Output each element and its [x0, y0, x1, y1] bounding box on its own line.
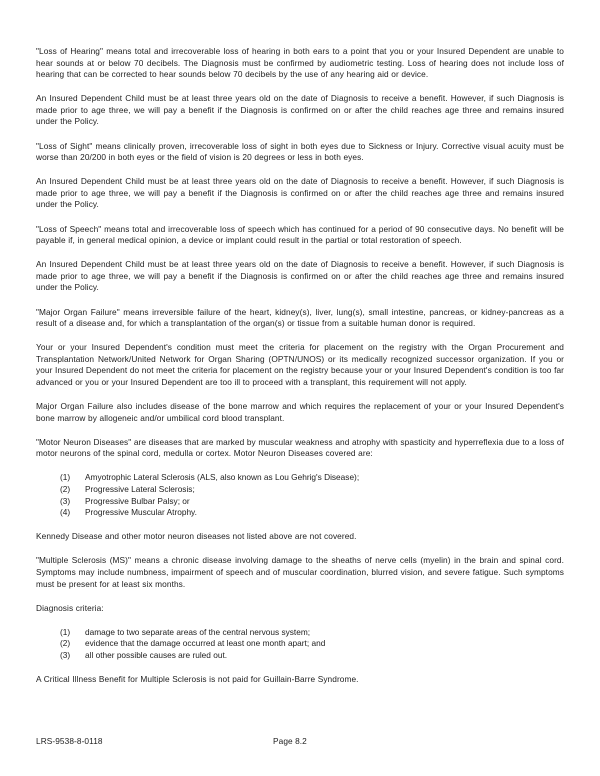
list-item-label: damage to two separate areas of the central nervous system; [85, 626, 311, 637]
list-item-label: all other possible causes are ruled out. [85, 649, 228, 660]
paragraph-dependent-child-age-sight: An Insured Dependent Child must be at least three years old on the date of Diagnosis to receive a benefit. However, if such Diagnosis is made prior to age three, we will pay a benefit if the Diagnosis is confirmed on or after the child reaches age three and remains insured under the Policy. [36, 176, 564, 210]
paragraph-kennedy-disease-exclusion: Kennedy Disease and other motor neuron diseases not listed above are not covered. [36, 531, 357, 542]
paragraph-multiple-sclerosis: "Multiple Sclerosis (MS)" means a chronic disease involving damage to the sheaths of nerve cells (myelin) in the brain and spinal cord. Symptoms may include numbness, impairment of speech and of muscular coordination, blurred vision, and severe fatigue. Such symptoms must be present for at least six months. [36, 555, 564, 589]
list-item-label: Progressive Bulbar Palsy; or [85, 495, 190, 506]
list-item [36, 472, 564, 484]
list-item-label: Progressive Lateral Sclerosis; [85, 484, 195, 495]
paragraph-loss-of-speech: "Loss of Speech" means total and irrecoverable loss of speech which has continued for a period of 90 consecutive days. No benefit will be payable if, in general medical opinion, a device or implant could result in the partial or total restoration of speech. [36, 223, 564, 246]
paragraph-dependent-child-age-speech: An Insured Dependent Child must be at least three years old on the date of Diagnosis to receive a benefit. However, if such Diagnosis is made prior to age three, we will pay a benefit if the Diagnosis is confirmed on or after the child reaches age three and remains insured under the Policy. [36, 259, 564, 293]
list-item [36, 507, 564, 519]
list-item-number: (1) [60, 626, 71, 637]
form-number: LRS-9538-8-0118 [36, 736, 103, 746]
paragraph-dependent-child-age-hearing: An Insured Dependent Child must be at least three years old on the date of Diagnosis to receive a benefit. However, if such Diagnosis is made prior to age three, we will pay a benefit if the Diagnosis is confirmed on or after the child reaches age three and remains insured under the Policy. [36, 93, 564, 127]
paragraph-optn-unos-registry: Your or your Insured Dependent's condition must meet the criteria for placement on the registry with the Organ Procurement and Transplantation Network/United Network for Organ Sharing (OPTN/UNOS) or its medically recognized successor organization. If you or your Insured Dependent do not meet the criteria for placement on the registry because your or your Insured Dependent's condition is too far advanced or you or your Insured Dependent are too ill to proceed with a transplant, this requirement will not apply. [36, 342, 564, 387]
list-motor-neuron-diseases [36, 472, 564, 518]
list-item-label: Progressive Muscular Atrophy. [85, 507, 197, 518]
page-footer [36, 736, 564, 750]
list-item [36, 627, 564, 639]
paragraph-guillain-barre-exclusion: A Critical Illness Benefit for Multiple Sclerosis is not paid for Guillain-Barre Syndrome. [36, 674, 359, 685]
document-body [36, 46, 564, 686]
list-item-number: (3) [60, 495, 71, 506]
page-number: Page 8.2 [273, 736, 307, 746]
paragraph-motor-neuron-diseases: "Motor Neuron Diseases" are diseases that are marked by muscular weakness and atrophy with spasticity and hyperreflexia due to a loss of motor neurons of the spinal cord, medulla or cortex. Motor Neuron Diseases covered are: [36, 436, 564, 459]
list-item-label: Amyotrophic Lateral Sclerosis (ALS, also known as Lou Gehrig's Disease); [85, 472, 360, 483]
paragraph-major-organ-failure: "Major Organ Failure" means irreversible failure of the heart, kidney(s), liver, lung(s), small intestine, pancreas, or kidney-pancreas as a result of a disease and, for which a transplantation of the organ(s) or tissue from a suitable human donor is required. [36, 306, 564, 329]
list-item-number: (3) [60, 649, 71, 660]
list-item-number: (2) [60, 638, 71, 649]
paragraph-bone-marrow: Major Organ Failure also includes disease of the bone marrow and which requires the replacement of your or your Insured Dependent's bone marrow by allogeneic and/or umbilical cord blood transplant. [36, 401, 564, 423]
list-item-number: (4) [60, 507, 71, 518]
list-item-number: (2) [60, 484, 71, 495]
list-item [36, 650, 564, 662]
list-diagnosis-criteria [36, 627, 564, 662]
paragraph-loss-of-sight: "Loss of Sight" means clinically proven, irrecoverable loss of sight in both eyes due to Sickness or Injury. Corrective visual acuity must be worse than 20/200 in both eyes or the field of vision is 20 degrees or less in both eyes. [36, 140, 564, 163]
paragraph-diagnosis-criteria-heading: Diagnosis criteria: [36, 602, 104, 613]
list-item-number: (1) [60, 472, 71, 483]
list-item [36, 638, 564, 650]
list-item [36, 496, 564, 508]
list-item [36, 484, 564, 496]
list-item-label: evidence that the damage occurred at least one month apart; and [85, 638, 326, 649]
paragraph-loss-of-hearing: "Loss of Hearing" means total and irrecoverable loss of hearing in both ears to a point that you or your Insured Dependent are unable to hear sounds at or below 70 decibels. The Diagnosis must be confirmed by audiometric testing. Loss of hearing does not include loss of hearing that can be corrected to hear sounds below 70 decibels by the use of any hearing aid or device. [36, 46, 564, 80]
